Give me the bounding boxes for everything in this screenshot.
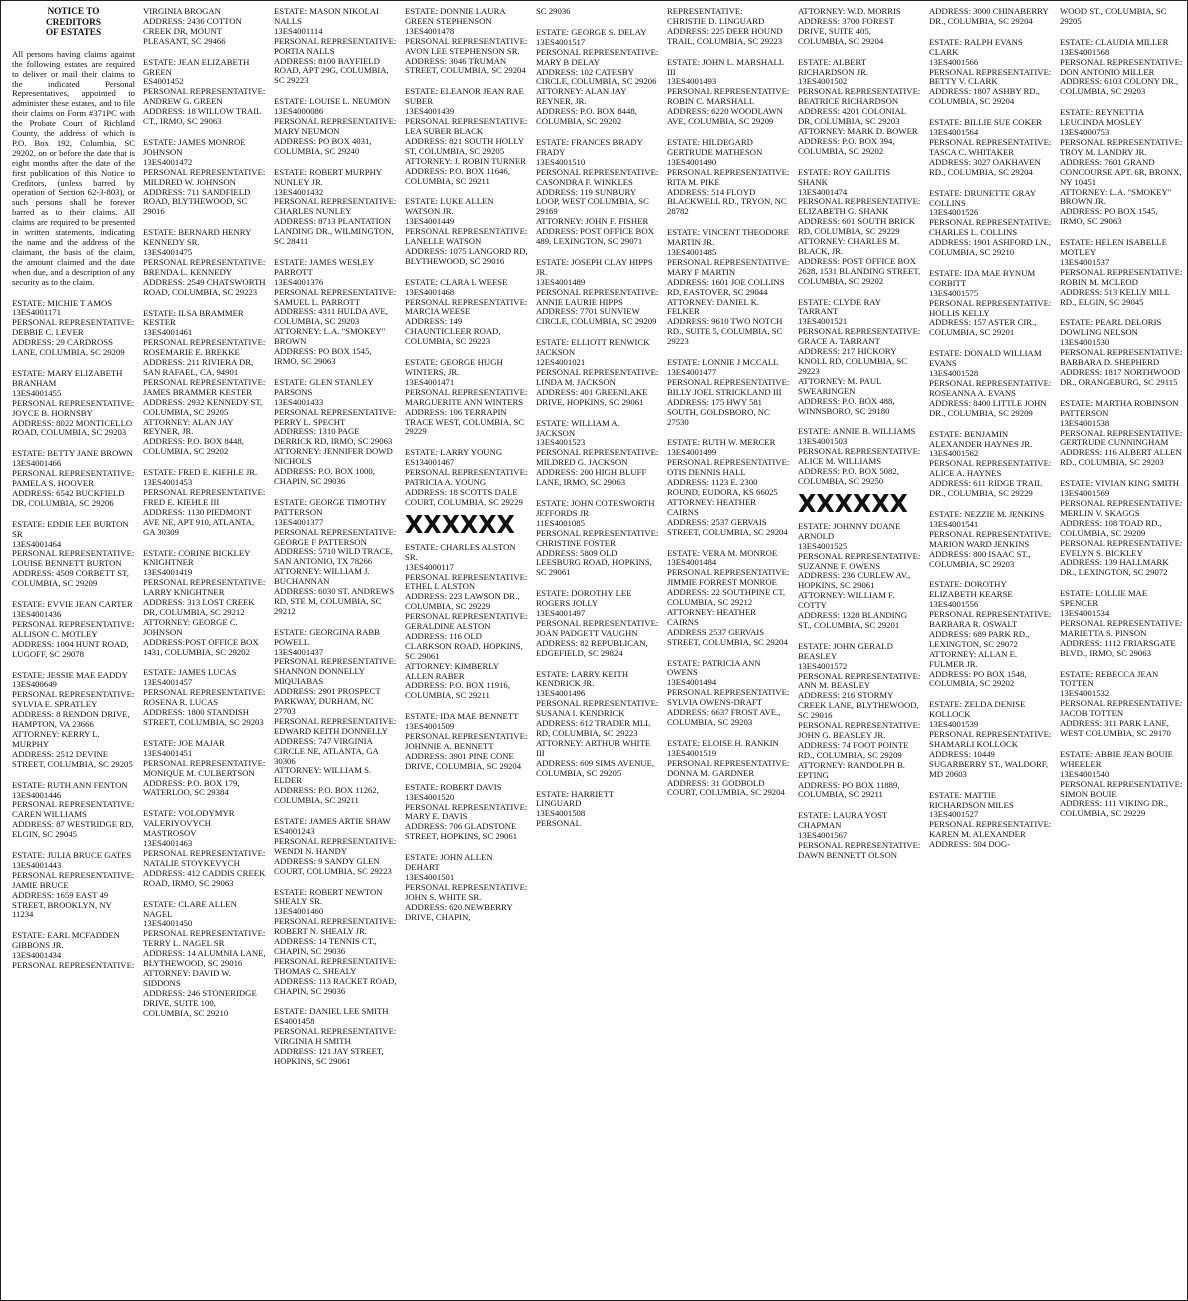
estate-notice-entry: ESTATE: ELOISE H. RANKIN 13ES4001519 PERSONAL REPRESENTATIVE: DONNA M. GARDNER ADDRESS: 31 GODBOLD COURT, COLUMBIA, SC 29204 xyxy=(667,737,790,798)
estate-notice-entry: ESTATE: ROBERT DAVIS 13ES4001520 PERSONAL REPRESENTATIVE: MARY E. DAVIS ADDRESS: 706 GLADSTONE STREET, HOPKINS, SC 29061 xyxy=(405,781,528,842)
estate-notice-entry: ESTATE: PATRICIA ANN OWENS 13ES4001494 PERSONAL REPRESENTATIVE: SYLVIA OWENS-DRAFT ADDRESS: 6637 FROST AVE., COLUMBIA, SC 29203 xyxy=(667,657,790,727)
estate-notice-entry: ESTATE: DONALD WILLIAM EVANS 13ES4001528 PERSONAL REPRESENTATIVE: ROSEANNA A. EVANS ADDRESS: 8400 LITTLE JOHN DR., COLUMBIA, SC 29209 xyxy=(929,348,1052,418)
estate-notice-entry: ESTATE: MARTHA ROBINSON PATTERSON 13ES4001538 PERSONAL REPRESENTATIVE: GERTRUDE CUNNINGHAM ADDRESS: 116 ALBERT ALLEN RD., COLUMBIA, SC 29203 xyxy=(1060,397,1183,468)
estate-notice-entry: REPRESENTATIVE: CHRISTIE D. LINGUARD ADDRESS: 225 DEER HOUND TRAIL, COLUMBIA, SC 29223 xyxy=(667,7,783,46)
notice-column-1 xyxy=(12,7,135,1296)
estate-notice-entry: ESTATE: VERA M. MONROE 13ES4001484 PERSONAL REPRESENTATIVE: JIMMIE FORREST MONROE ADDRESS: 22 SOUTHPINE CT, COLUMBIA, SC 29212 ATTORNEY: HEATHER CAIRNS ADDRESS 2537 GERVAIS STREET, COLUMBIA, SC 29204 xyxy=(667,547,790,647)
notice-column-5 xyxy=(536,7,659,1296)
estate-notice-entry: ESTATE: ABBIE JEAN BOUIE WHEELER 13ES4001540 PERSONAL REPRESENTATIVE: SIMON BOUIE ADDRESS: 111 VIKING DR., COLUMBIA, SC 29229 xyxy=(1060,748,1183,819)
notice-column-4 xyxy=(405,7,528,1296)
estate-notice-entry: ESTATE: VOLODYMYR VALERIYOVYCH MASTROSOV 13ES4001463 PERSONAL REPRESENTATIVE: NATALIE STOYKEVYCH ADDRESS: 412 CADDIS CREEK ROAD, IRMO, SC 29063 xyxy=(143,808,266,888)
estate-notice-entry: ESTATE: RUTH W. MERCER 13ES4001499 PERSONAL REPRESENTATIVE: OTIS DENNIS HALL ADDRESS: 1123 E. 2300 ROUND, EUDORA, KS 66025 ATTORNEY: HEATHER CAIRNS ADDRESS: 2537 GERVAIS STREET, COLUMBIA, SC 29204 xyxy=(667,437,790,537)
estate-notice-entry: VIRGINIA BROGAN ADDRESS: 2436 COTTON CREEK DR, MOUNT PLEASANT, SC 29466 xyxy=(143,7,242,46)
estate-notice-entry: ESTATE: EARL MCFADDEN GIBBONS JR. 13ES4001434 PERSONAL REPRESENTATIVE: xyxy=(12,930,135,971)
estate-notice-entry: ESTATE: DOROTHY ELIZABETH KEARSE 13ES4001556 PERSONAL REPRESENTATIVE: BARBARA R. OSWALT ADDRESS: 689 PARK RD., LEXINGTON, SC 29072 ATTORNEY: ALLAN E. FULMER JR. ADDRESS: PO BOX 1548, COLUMBIA, SC 29202 xyxy=(929,579,1052,689)
estate-notice-entry: ESTATE: CHARLES ALSTON SR. 13ES4000117 PERSONAL REPRESENTATIVE: ETHEL L ALSTON ADDRESS: 223 LAWSON DR., COLUMBIA, SC 29229 PERSONAL REPRESENTATIVE: GERALDINE ALSTON ADDRESS: 116 OLD CLARKSON ROAD, HOPKINS, SC 29061 ATTORNEY: KIMBERLY ALLEN RABER ADDRESS: P.O. BOX 11916, COLUMBIA, SC 29211 xyxy=(405,541,528,701)
notice-column-6 xyxy=(667,7,790,1296)
estate-notice-entry: ESTATE: LOLLIE MAE SPENCER 13ES4001534 PERSONAL REPRESENTATIVE: MARIETTA S. PINSON ADDRESS: 1112 FRIARSGATE BLVD., IRMO, SC 29063 xyxy=(1060,588,1183,658)
estate-notice-entry: ATTORNEY: W.D. MORRIS ADDRESS: 3700 FOREST DRIVE, SUITE 405, COLUMBIA, SC 29204 xyxy=(798,7,901,46)
estate-notice-entry: ESTATE: RALPH EVANS CLARK 13ES4001566 PERSONAL REPRESENTATIVE: BETTY V. CLARK ADDRESS: 1807 ASHBY RD., COLUMBIA, SC 29204 xyxy=(929,36,1052,107)
estate-notice-entry: ESTATE: MATTIE RICHARDSON MILES 13ES4001527 PERSONAL REPRESENTATIVE: KAREN M. ALEXANDER ADDRESS: 504 DOG- xyxy=(929,789,1052,850)
notice-column-8 xyxy=(929,7,1052,1296)
estate-notice-entry: ESTATE: JAMES ARTIE SHAW ES4001243 PERSONAL REPRESENTATIVE: WENDI N. HANDY ADDRESS: 9 SANDY GLEN COURT, COLUMBIA, SC 29223 xyxy=(274,816,397,876)
estate-notice-entry: ESTATE: VIVIAN KING SMITH 13ES4001569 PERSONAL REPRESENTATIVE: MERLIN V. SKAGGS ADDRESS: 108 TOAD RD., COLUMBIA, SC 29209 PERSONAL REPRESENTATIVE: EVELYN S. BICKLEY ADDRESS: 139 HALLMARK DR., LEXINGTON, SC 29072 xyxy=(1060,478,1183,578)
estate-notice-entry: ESTATE: MASON NIKOLAI NALLS 13ES4001114 PERSONAL REPRESENTATIVE: PORTIA NALLS ADDRESS: 8100 BAYFIELD ROAD, APT 29G, COLUMBIA, SC 29223 xyxy=(274,7,397,86)
estate-notice-entry: ESTATE: HELEN ISABELLE MOTLEY 13ES4001537 PERSONAL REPRESENTATIVE: ROBIN M. MCLEOD ADDRESS: 513 KELLY MILL RD., ELGIN, SC 29045 xyxy=(1060,237,1183,307)
estate-notice-entry: ESTATE: JOE MAJAR 13ES4001451 PERSONAL REPRESENTATIVE: MONIQUE M. CULBERTSON ADDRESS: P.O. BOX 179, WATERLOO, SC 29384 xyxy=(143,737,266,798)
estate-notice-entry: ESTATE: ROY GAILITIS SHANK 13ES4001474 PERSONAL REPRESENTATIVE: ELIZABETH G. SHANK ADDRESS: 601 SOUTH BRICK RD, COLUMBIA, SC 29229 ATTORNEY: CHARLES M. BLACK, JR. ADDRESS: POST OFFICE BOX 2628, 1531 BLANDING STREET, COLUMBIA, SC 29202 xyxy=(798,166,921,286)
notice-column-2 xyxy=(143,7,266,1296)
estate-notice-entry: ESTATE: EVVIE JEAN CARTER 13ES4001436 PERSONAL REPRESENTATIVE: ALLISON C. MOTLEY ADDRESS: 1004 HUNT ROAD, LUGOFF, SC 29078 xyxy=(12,599,135,659)
estate-notice-entry: ESTATE: JAMES WESLEY PARROTT 13ES4001376 PERSONAL REPRESENTATIVE: SAMUEL L. PARROTT ADDRESS: 4311 HULDA AVE, COLUMBIA, SC 29203 ATTORNEY: L.A. "SMOKEY" BROWN ADDRESS: PO BOX 1545, IRMO, SC 29063 xyxy=(274,256,397,366)
estate-notice-entry: ADDRESS: 3000 CHINABERRY DR., COLUMBIA, SC 29204 xyxy=(929,7,1049,26)
estate-notice-entry: ESTATE: JOHNNY DUANE ARNOLD 13ES4001525 PERSONAL REPRESENTATIVE: SUZANNE F. OWENS ADDRESS: 236 CURLEW AV., HOPKINS, SC 29061 ATTORNEY: WILLIAM F. COTTY ADDRESS: 1328 BLANDING ST., COLUMBIA, SC 29201 xyxy=(798,520,921,630)
estate-notice-entry: ESTATE: CORINE BICKLEY KNIGHTNER 13ES4001419 PERSONAL REPRESENTATIVE: LARRY KNIGHTNER ADDRESS: 313 LOST CREEK DR, COLUMBIA, SC 29212 ATTORNEY: GEORGE C. JOHNSON ADDRESS:POST OFFICE BOX 1431, COLUMBIA, SC 29202 xyxy=(143,547,266,657)
notice-column-3 xyxy=(274,7,397,1296)
estate-notice-entry: ESTATE: VINCENT THEODORE MARTIN JR. 13ES4001485 PERSONAL REPRESENTATIVE: MARY F MARTIN ADDRESS: 1601 JOE COLLINS RD, EASTOVER, SC 29044 ATTORNEY: DANIEL K. FELKER ADDRESS: 9610 TWO NOTCH RD., SUITE 5, COLUMBIA, SC 29223 xyxy=(667,227,790,347)
estate-notice-entry: ESTATE: MICHIE T AMOS 13ES4001171 PERSONAL REPRESENTATIVE: DEBBIE C. LEVER ADDRESS: 29 CARDROSS LANE, COLUMBIA, SC 29209 xyxy=(12,297,135,358)
estate-notice-entry: ESTATE: CLYDE RAY TARRANT 13ES4001521 PERSONAL REPRESENTATIVE: GRACE A. TARRANT ADDRESS: 217 HICKORY KNOLL RD, COLUMBIA, SC 29223 ATTORNEY: M. PAUL SWEARINGEN ADDRESS: P.O. BOX 488, WINNSBORO, SC 29180 xyxy=(798,296,921,416)
estate-notice-entry: ESTATE: DONNIE LAURA GREEN STEPHENSON 13ES4001478 PERSONAL REPRESENTATIVE: AVON LEE STEPHENSON SR. ADDRESS: 3046 TRUMAN STREET, COLUMBIA, SC 29204 xyxy=(405,7,528,76)
estate-notice-entry: ESTATE: JOHN GERALD BEASLEY 13ES4001572 PERSONAL REPRESENTATIVE: ANN M. BEASLEY ADDRESS: 216 STORMY CREEK LANE, BLYTHEWOOD, SC 29016 PERSONAL REPRESENTATIVE: JOHN G. BEASLEY JR. ADDRESS: 74 FOOT POINTE RD., COLUMBIA, SC 29209 ATTORNEY: RANDOLPH B. EPTING ADDRESS: PO BOX 11889, COLUMBIA, SC 29211 xyxy=(798,640,921,800)
estate-notice-entry: ESTATE: JESSIE MAE EADDY 13ES400649 PERSONAL REPRESENTATIVE: SYLVIA E. SPRATLEY ADDRESS: 8 RENDON DRIVE, HAMPTON, VA 23666 ATTORNEY: KERRY L. MURPHY ADDRESS: 2512 DEVINE STREET, COLUMBIA, SC 29205 xyxy=(12,669,135,769)
estate-notice-entry: ESTATE: JOSEPH CLAY HIPPS JR. 13ES4001489 PERSONAL REPRESENTATIVE: ANNIE LAURIE HIPPS ADDRESS: 7701 SUNVIEW CIRCLE, COLUMBIA, SC 29209 xyxy=(536,256,659,327)
estate-notice-entry: ESTATE: GLEN STANLEY PARSONS 13ES4001433 PERSONAL REPRESENTATIVE: PERRY L. SPECHT ADDRESS: 1310 PAGE DERRICK RD, IRMO, SC 29063 ATTORNEY: JENNIFER DOWD NICHOLS ADDRESS: P.O. BOX 1000, CHAPIN, SC 29036 xyxy=(274,376,397,486)
estate-notice-entry: ESTATE: LONNIE J MCCALL 13ES4001477 PERSONAL REPRESENTATIVE: BILLY JOEL STRICKLAND III ADDRESS: 175 HWY 581 SOUTH, GOLDSBORO, NC 27530 xyxy=(667,357,790,427)
estate-notice-entry: ESTATE: GEORGINA RABB POWELL 13ES4001437 PERSONAL REPRESENTATIVE: SHANNON DONNELLY MIQUIABAS ADDRESS: 2901 PROSPECT PARKWAY, DURHAM, NC 27703 PERSONAL REPRESENTATIVE: EDWARD KEITH DONNELLY ADDRESS: 747 VIRGINIA CIRCLE NE, ATLANTA, GA 30306 ATTORNEY: WILLIAM S. ELDER ADDRESS: P.O. BOX 11262, COLUMBIA, SC 29211 xyxy=(274,626,397,806)
estate-notice-entry: ESTATE: ZELDA DENISE KOLLOCK 13ES4001539 PERSONAL REPRESENTATIVE: SHAMARLI KOLLOCK ADDRESS: 10449 SUGARBERRY ST., WALDORF, MD 20603 xyxy=(929,699,1052,779)
estate-notice-entry: ESTATE: LARRY KEITH KENDRICK JR. 13ES4001496 PERSONAL REPRESENTATIVE: SUSANA I. KENDRICK ADDRESS: 612 TRADER MLL RD, COLUMBIA, SC 29223 ATTORNEY: ARTHUR WHITE III ADDRESS: 609 SIMS AVENUE, COLUMBIA, SC 29205 xyxy=(536,668,659,778)
estate-notice-entry: ESTATE: IDA MAE BYNUM CORBITT 13ES4001575 PERSONAL REPRESENTATIVE: HOLLIS KELLY ADDRESS: 157 ASTER CIR., COLUMBIA, SC 29201 xyxy=(929,267,1052,338)
estate-notice-entry: ESTATE: ANNIE B. WILLIAMS 13ES4001503 PERSONAL REPRESENTATIVE: ALICE M. WILLIAMS ADDRESS: P.O. BOX 5082, COLUMBIA, SC 29250 xyxy=(798,426,921,486)
estate-notice-entry: ESTATE: JEAN ELIZABETH GREEN ES4001452 PERSONAL REPRESENTATIVE: ANDREW G. GREEN ADDRESS: 18 WILLOW TRAIL CT., IRMO, SC 29063 xyxy=(143,56,266,127)
section-separator: XXXXXX xyxy=(405,509,515,539)
estate-notice-entry: ESTATE: JOHN ALLEN DEHART 13ES4001501 PERSONAL REPRESENTATIVE: JOHN S. WHITE SR. ADDRESS: 620 NEWBERRY DRIVE, CHAPIN, xyxy=(405,852,528,922)
estate-notice-entry: ESTATE: GEORGE TIMOTHY PATTERSON 13ES4001377 PERSONAL REPRESENTATIVE: GEORGE F PATTERSON ADDRESS: 5710 WILD TRACE, SAN ANTONIO, TX 78266 ATTORNEY: WILLIAM J. BUCHANNAN ADDRESS: 6030 ST. ANDREWS RD, STE M, COLUMBIA, SC 29212 xyxy=(274,496,397,616)
estate-notice-entry: ESTATE: LARRY YOUNG ES134001467 PERSONAL REPRESENTATIVE: PATRICIA A. YOUNG ADDRESS: 18 SCOTTS DALE COURT, COLUMBIA, SC 29229 xyxy=(405,447,528,507)
notice-column-9 xyxy=(1060,7,1183,1296)
estate-notice-entry: ESTATE: JOHN L. MARSHALL III 13ES4001493 PERSONAL REPRESENTATIVE: ROBIN C. MARSHALL ADDRESS: 6220 WOODLAWN AVE, COLUMBIA, SC 29209 xyxy=(667,56,790,127)
estate-notice-entry: ESTATE: JAMES MONROE JOHNSON 13ES4001472 PERSONAL REPRESENTATIVE: MILDRED W. JOHNSON ADDRESS: 711 SANDFIELD ROAD, BLYTHEWOOD, SC 29016 xyxy=(143,136,266,217)
estate-notice-entry: ESTATE: ELLIOTT RENWICK JACKSON 12ES4001021 PERSONAL REPRESENTATIVE: LINDA M. JACKSON ADDRESS: 401 GREENLAKE DRIVE, HOPKINS, SC 29061 xyxy=(536,337,659,407)
estate-notice-entry: ESTATE: MARY ELIZABETH BRANHAM 13ES4001455 PERSONAL REPRESENTATIVE: JOYCE B. HORNSBY ADDRESS: 8022 MONTICELLO ROAD, COLUMBIA, SC 29203 xyxy=(12,367,135,438)
estate-notice-entry: ESTATE: BILLIE SUE COKER 13ES4001564 PERSONAL REPRESENTATIVE: TASCA C. WHITAKER ADDRESS: 3027 OAKHAVEN RD., COLUMBIA, SC 29204 xyxy=(929,117,1052,177)
estate-notice-entry: ESTATE: DANIEL LEE SMITH ES4001458 PERSONAL REPRESENTATIVE: VIRGINIA H SMITH ADDRESS: 121 JAY STREET, HOPKINS, SC 29061 xyxy=(274,1006,397,1066)
estate-notice-entry: ESTATE: GEORGE S. DELAY 13ES4001517 PERSONAL REPRESENTATIVE: MARY B DELAY ADDRESS: 102 CATESBY CIRCLE, COLUMBIA, SC 29206 ATTORNEY: ALAN JAY REYNER, JR. ADDRESS: P.O. BOX 8448, COLUMBIA, SC 29202 xyxy=(536,26,659,127)
estate-notice-entry: ESTATE: ROBERT NEWTON SHEALY SR. 13ES4001460 PERSONAL REPRESENTATIVE: ROBERT N. SHEALY JR. ADDRESS: 14 TENNIS CT., CHAPIN, SC 29036 PERSONAL REPRESENTATIVE: THOMAS C. SHEALY ADDRESS: 113 RACKET ROAD, CHAPIN, SC 29036 xyxy=(274,886,397,996)
estate-notice-entry: ESTATE: BENJAMIN ALEXANDER HAYNES JR. 13ES4001562 PERSONAL REPRESENTATIVE: ALICE A. HAYNES ADDRESS: 611 RIDGE TRAIL DR., COLUMBIA, SC 29229 xyxy=(929,428,1052,499)
estate-notice-entry: ESTATE: NEZZIE M. JENKINS 13ES4001541 PERSONAL REPRESENTATIVE: MARION WARD JENKINS ADDRESS: 800 ISAAC ST., COLUMBIA, SC 29203 xyxy=(929,508,1052,569)
estate-notice-entry: ESTATE: GEORGE HUGH WINTERS, JR. 13ES4001471 PERSONAL REPRESENTATIVE: MARGUERITE ANN WINTERS ADDRESS: 106 TERRAPIN TRACE WEST, COLUMBIA, SC 29229 xyxy=(405,357,528,437)
estate-notice-entry: ESTATE: REBECCA JEAN TOTTEN 13ES4001532 PERSONAL REPRESENTATIVE: JACOB TOTTEN ADDRESS: 311 PARK LANE, WEST COLUMBIA, SC 29170 xyxy=(1060,668,1183,738)
estate-notice-entry: ESTATE: RUTH ANN FENTON 13ES4001446 PERSONAL REPRESENTATIVE: CAREN WILLIAMS ADDRESS: 87 WESTRIDGE RD, ELGIN, SC 29045 xyxy=(12,779,135,840)
estate-notice-entry: ESTATE: JOHN COTESWORTH JEFFORDS JR 11ES4001085 PERSONAL REPRESENTATIVE: CHRISTINE FOSTER ADDRESS: 5809 OLD LEESBURG ROAD, HOPKINS, SC 29061 xyxy=(536,497,659,578)
estate-notice-entry: ESTATE: LOUISE L. NEUMON 13ES4000086 PERSONAL REPRESENTATIVE: MARY NEUMON ADDRESS: PO BOX 4031, COLUMBIA, SC 29240 xyxy=(274,96,397,156)
estate-notice-entry: ESTATE: LUKE ALLEN WATSON JR. 13ES4001449 PERSONAL REPRESENTATIVE: LANELLE WATSON ADDRESS: 1075 LANGORD RD, BLYTHEWOOD, SC 29016 xyxy=(405,196,528,266)
estate-notice-entry: ESTATE: CLAUDIA MILLER 13ES4001568 PERSONAL REPRESENTATIVE: DON ANTONIO MILLER ADDRESS: 6103 COLONY DR., COLUMBIA, SC 29203 xyxy=(1060,36,1183,97)
estate-notice-entry: ESTATE: ILSA BRAMMER KESTER 13ES4001461 PERSONAL REPRESENTATIVE: ROSEMARIE E. BREKKE ADDRESS: 211 RIVIERA DR, SAN RAFAEL, CA, 94901 PERSONAL REPRESENTATIVE: JAMES BRAMMER KESTER ADDRESS: 2932 KENNEDY ST, COLUMBIA, SC 29205 ATTORNEY: ALAN JAY REYNER, JR. ADDRESS: P.O. BOX 8448, COLUMBIA, SC 29202 xyxy=(143,307,266,457)
estate-notice-entry: ESTATE: DRUNETTE GRAY COLLINS 13ES4001526 PERSONAL REPRESENTATIVE: CHARLES L. COLLINS ADDRESS: 1901 ASHFORD LN., COLUMBIA, SC 29210 xyxy=(929,187,1052,258)
estate-notice-entry: ESTATE: BETTY JANE BROWN 13ES4001466 PERSONAL REPRESENTATIVE: PAMELA S. HOOVER ADDRESS: 6542 BUCKFIELD DR, COLUMBIA, SC 29206 xyxy=(12,448,135,508)
estate-notice-entry: ESTATE: CLARE ALLEN NAGEL 13ES4001450 PERSONAL REPRESENTATIVE: TERRY L. NAGEL SR ADDRESS: 14 ALUMNIA LANE, BLYTHEWOOD, SC 29016 ATTORNEY: DAVID W. SIDDONS ADDRESS: 246 STONERIDGE DRIVE, SUITE 100, COLUMBIA, SC 29210 xyxy=(143,898,266,1018)
estate-notice-entry: ESTATE: ALBERT RICHARDSON JR. 13ES4001502 PERSONAL REPRESENTATIVE: BEATRICE RICHARDSON ADDRESS: 4201 COLONIAL DR, COLUMBIA, SC 29203 ATTORNEY: MARK D. BOWER ADDRESS: P.O. BOX 394, COLUMBIA, SC 29202 xyxy=(798,56,921,156)
estate-notice-entry: ESTATE: WILLIAM A. JACKSON 13ES4001523 PERSONAL REPRESENTATIVE: MILDRED G. JACKSON ADDRESS: 200 HIGH BLUFF LANE, IRMO, SC 29063 xyxy=(536,417,659,488)
estate-notice-entry: ESTATE: HILDEGARD GERTRUDE MATHESON 13ES4001490 PERSONAL REPRESENTATIVE: RITA M. PIKE ADDRESS: 514 FLOYD BLACKWELL RD., TRYON, NC 28782 xyxy=(667,136,790,217)
estate-notice-entry: ESTATE: FRANCES BRADY FRADY 13ES4001510 PERSONAL REPRESENTATIVE: CASONDRA F. WINKLES ADDRESS: 119 SUNBURY LOOP, WEST COLUMBIA, SC 29169 ATTORNEY: JOHN F. FISHER ADDRESS: POST OFFICE BOX 489, LEXINGTON, SC 29071 xyxy=(536,136,659,247)
notice-heading: NOTICE TO CREDITORS OF ESTATES xyxy=(45,7,102,39)
estate-notice-entry: SC 29036 xyxy=(536,7,571,16)
notice-intro-paragraph: All persons having claims against the following estates are required to deliver or mail their claims to the indicated Personal Representatives, appointed to administer these estates, and to file their claims on Form #371PC with the Probate Court of Richland County, the address of which is P.O. Box 192, Columbia, SC 29202, on or before the date that is eight months after the date of the first publication of this Notice to Creditors, (unless barred by operation of Section 62-3-803), or such persons shall be forever barred as to their claims. All claims are required to be presented in written statements, indicating the name and the address of the claimant, the basis of the claim, the amount claimed and the date when due, and a description of any security as to the claim. xyxy=(12,48,135,287)
section-separator: XXXXXX xyxy=(798,488,908,518)
estate-notice-entry: WOOD ST., COLUMBIA, SC 29205 xyxy=(1060,7,1167,26)
estate-notice-entry: ESTATE: HARRIETT LINGUARD 13ES4001508 PERSONAL xyxy=(536,788,615,829)
estate-notice-entry: ESTATE: ROBERT MURPHY NUNLEY JR. 13ES4001432 PERSONAL REPRESENTATIVE: CHARLES NUNLEY ADDRESS: 8713 PLANTATION LANDING DR., WILMINGTON, SC 28411 xyxy=(274,166,397,247)
estate-notice-entry: ESTATE: PEARL DELORIS DOWLING NELSON 13ES4001530 PERSONAL REPRESENTATIVE: BARBARA D. SHEPHERD ADDRESS: 1817 NORTHWOOD DR., ORANGEBURG, SC 29115 xyxy=(1060,317,1183,387)
estate-notice-entry: ESTATE: ELEANOR JEAN RAE SUBER 13ES4001439 PERSONAL REPRESENTATIVE: LEA SUBER BLACK ADDRESS: 821 SOUTH HOLLY ST, COLUMBIA, SC 29205 ATTORNEY: J. ROBIN TURNER ADDRESS: P.O. BOX 11646, COLUMBIA, SC 29211 xyxy=(405,86,528,186)
estate-notice-entry: ESTATE: CLARA I. WEESE 13ES4001468 PERSONAL REPRESENTATIVE: MARCIA WEESE ADDRESS: 149 CHAUNTICLEER ROAD, COLUMBIA, SC 29223 xyxy=(405,276,528,347)
estate-notice-entry: ESTATE: BERNARD HENRY KENNEDY SR. 13ES4001475 PERSONAL REPRESENTATIVE: BRENDA L. KENNEDY ADDRESS: 2549 CHATSWORTH ROAD, COLUMBIA, SC 29223 xyxy=(143,227,266,297)
estate-notice-entry: ESTATE: LAURA YOST CHAPMAN 13ES4001567 PERSONAL REPRESENTATIVE: DAWN BENNETT OLSON xyxy=(798,810,921,860)
estate-notice-entry: ESTATE: DOROTHY LEE ROGERS JOLLY 13ES4001497 PERSONAL REPRESENTATIVE: JOAN PADGETT VAUGHN ADDRESS: 82 REPUBLICAN, EDGEFIELD, SC 29824 xyxy=(536,588,659,658)
estate-notice-entry: ESTATE: JAMES LUCAS 13ES4001457 PERSONAL REPRESENTATIVE: ROSENA R. LUCAS ADDRESS: 1800 STANDISH STREET, COLUMBIA, SC 29203 xyxy=(143,667,266,727)
estate-notice-entry: ESTATE: EDDIE LEE BURTON SR 13ES4001464 PERSONAL REPRESENTATIVE: LOUISE BENNETT BURTON ADDRESS: 4509 CORBETT ST, COLUMBIA, SC 29209 xyxy=(12,518,135,589)
notice-column-7 xyxy=(798,7,921,1296)
estate-notice-entry: ESTATE: IDA MAE BENNETT 13ES4001509 PERSONAL REPRESENTATIVE: JOHNNIE A. BENNETT ADDRESS: 3901 PINE CONE DRIVE, COLUMBIA, SC 29204 xyxy=(405,711,528,771)
estate-notice-entry: ESTATE: REYNETTIA LEUCINDA MOSLEY 13ES4000753 PERSONAL REPRESENTATIVE: TROY M. LANDRY JR. ADDRESS: 7601 GRAND CONCOURSE APT. 6R, BRONX, NY 10451 ATTORNEY: L.A. "SMOKEY" BROWN JR. ADDRESS: PO BOX 1545, IRMO, SC 29063 xyxy=(1060,107,1183,227)
estate-notice-entry: ESTATE: JULIA BRUCE GATES 13ES4001443 PERSONAL REPRESENTATIVE: JAMIE BRUCE ADDRESS: 1659 EAST 49 STREET, BROOKLYN, NY 11234 xyxy=(12,850,135,920)
estate-notice-entry: ESTATE: FRED E. KIEHLE JR. 13ES4001453 PERSONAL REPRESENTATIVE: FRED E. KIEHLE III ADDRESS: 1130 PIEDMONT AVE NE, APT 910, ATLANTA, GA 30309 xyxy=(143,467,266,537)
